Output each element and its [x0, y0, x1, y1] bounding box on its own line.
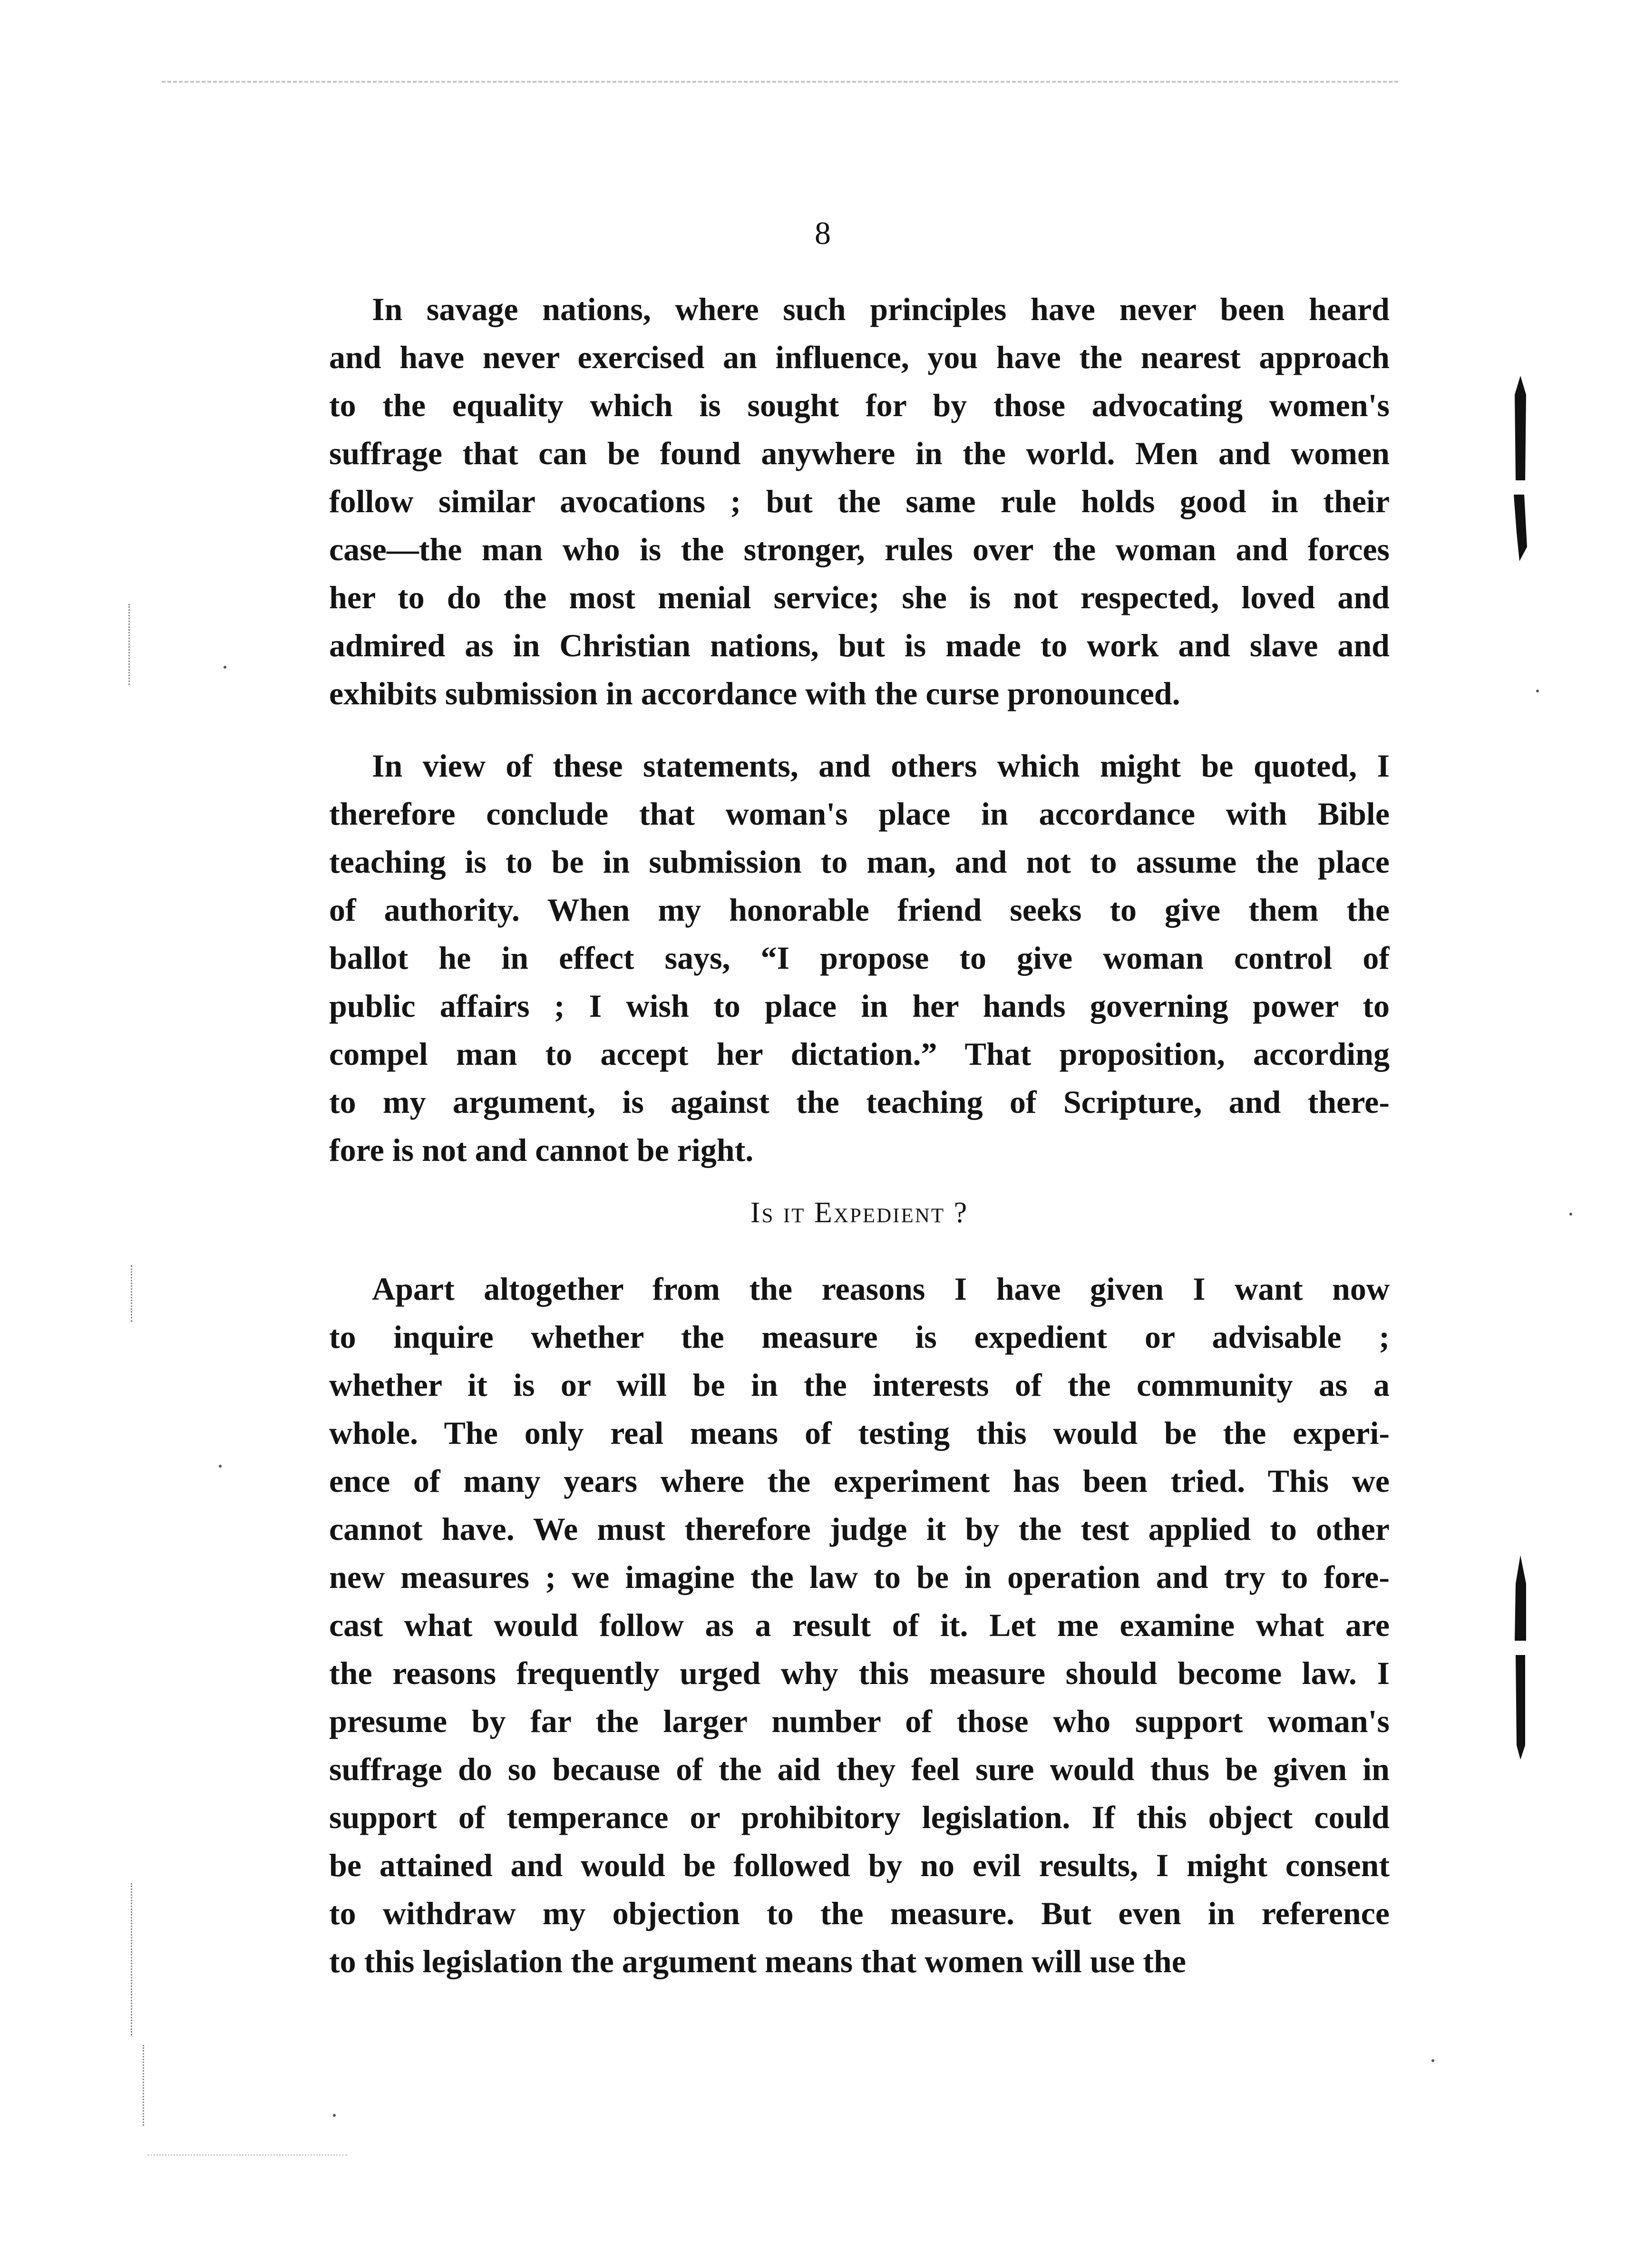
margin-dots-lower	[131, 1883, 132, 2035]
speck	[219, 1465, 222, 1468]
text-line: teaching is to be in submission to man, and not to assume the place	[329, 844, 1390, 880]
text-line: to this legislation the argument means that women will use the	[329, 1943, 1186, 1979]
section-heading: Is it Expedient ?	[750, 1197, 969, 1229]
speck	[1431, 2059, 1434, 2062]
speck	[224, 666, 226, 669]
speck	[333, 2114, 336, 2117]
text-line: suffrage that can be found anywhere in the world. Men and women	[329, 435, 1390, 471]
text-line: to the equality which is sought for by those advocating women's	[329, 387, 1390, 423]
speck	[1536, 690, 1539, 692]
binding-mark-upper	[1505, 376, 1534, 561]
text-line: to withdraw my objection to the measure. But even in reference	[329, 1895, 1390, 1931]
text-line: to my argument, is against the teaching of Scripture, and there-	[329, 1084, 1390, 1120]
bottom-edge-artifact	[147, 2154, 347, 2156]
text-line: suffrage do so because of the aid they feel sure would thus be given in	[329, 1751, 1390, 1787]
top-edge-artifact	[162, 81, 1398, 83]
text-line: admired as in Christian nations, but is made to work and slave and	[329, 627, 1390, 663]
text-line: of authority. When my honorable friend seeks to give them the	[329, 892, 1390, 928]
text-line: In savage nations, where such principles have never been heard	[372, 291, 1390, 327]
margin-dots-mid	[131, 1265, 132, 1322]
text-line: Apart altogether from the reasons I have given I want now	[372, 1271, 1390, 1307]
margin-dots-bottom	[143, 2045, 144, 2126]
text-line: ballot he in effect says, “I propose to give woman control of	[329, 940, 1390, 976]
text-line: whether it is or will be in the interests of the community as a	[329, 1367, 1390, 1403]
text-line: therefore conclude that woman's place in accordance with Bible	[329, 796, 1390, 832]
paragraph-conclusion	[329, 742, 1390, 1174]
text-line: cast what would follow as a result of it. Let me examine what are	[329, 1607, 1390, 1643]
paragraph-savage-nations	[329, 285, 1390, 718]
text-line: presume by far the larger number of those who support woman's	[329, 1703, 1390, 1739]
text-line: to inquire whether the measure is expedient or advisable ;	[329, 1319, 1390, 1355]
text-line: her to do the most menial service; she is not respected, loved and	[329, 579, 1390, 615]
margin-dots-top	[128, 604, 130, 685]
text-line: be attained and would be followed by no evil results, I might consent	[329, 1847, 1390, 1883]
paragraph-expediency	[329, 1265, 1390, 1986]
text-line: exhibits submission in accordance with the curse pronounced.	[329, 675, 1180, 711]
text-line: and have never exercised an influence, you have the nearest approach	[329, 339, 1390, 375]
page-number: 8	[815, 215, 831, 251]
text-line: whole. The only real means of testing this would be the experi-	[329, 1415, 1390, 1451]
text-line: In view of these statements, and others which might be quoted, I	[372, 748, 1390, 784]
text-line: ence of many years where the experiment has been tried. This we	[329, 1463, 1390, 1499]
text-line: the reasons frequently urged why this measure should become law. I	[329, 1655, 1390, 1691]
text-line: compel man to accept her dictation.” That proposition, according	[329, 1036, 1390, 1072]
text-line: cannot have. We must therefore judge it by the test applied to other	[329, 1511, 1390, 1547]
speck	[1569, 1213, 1572, 1216]
text-line: follow similar avocations ; but the same rule holds good in their	[329, 483, 1390, 519]
text-line: new measures ; we imagine the law to be in operation and try to fore-	[329, 1559, 1390, 1595]
text-line: case—the man who is the stronger, rules over the woman and forces	[329, 531, 1390, 567]
binding-mark-lower	[1505, 1555, 1534, 1760]
text-line: public affairs ; I wish to place in her hands governing power to	[329, 988, 1390, 1024]
text-line: fore is not and cannot be right.	[329, 1132, 754, 1168]
text-line: support of temperance or prohibitory legislation. If this object could	[329, 1799, 1390, 1835]
